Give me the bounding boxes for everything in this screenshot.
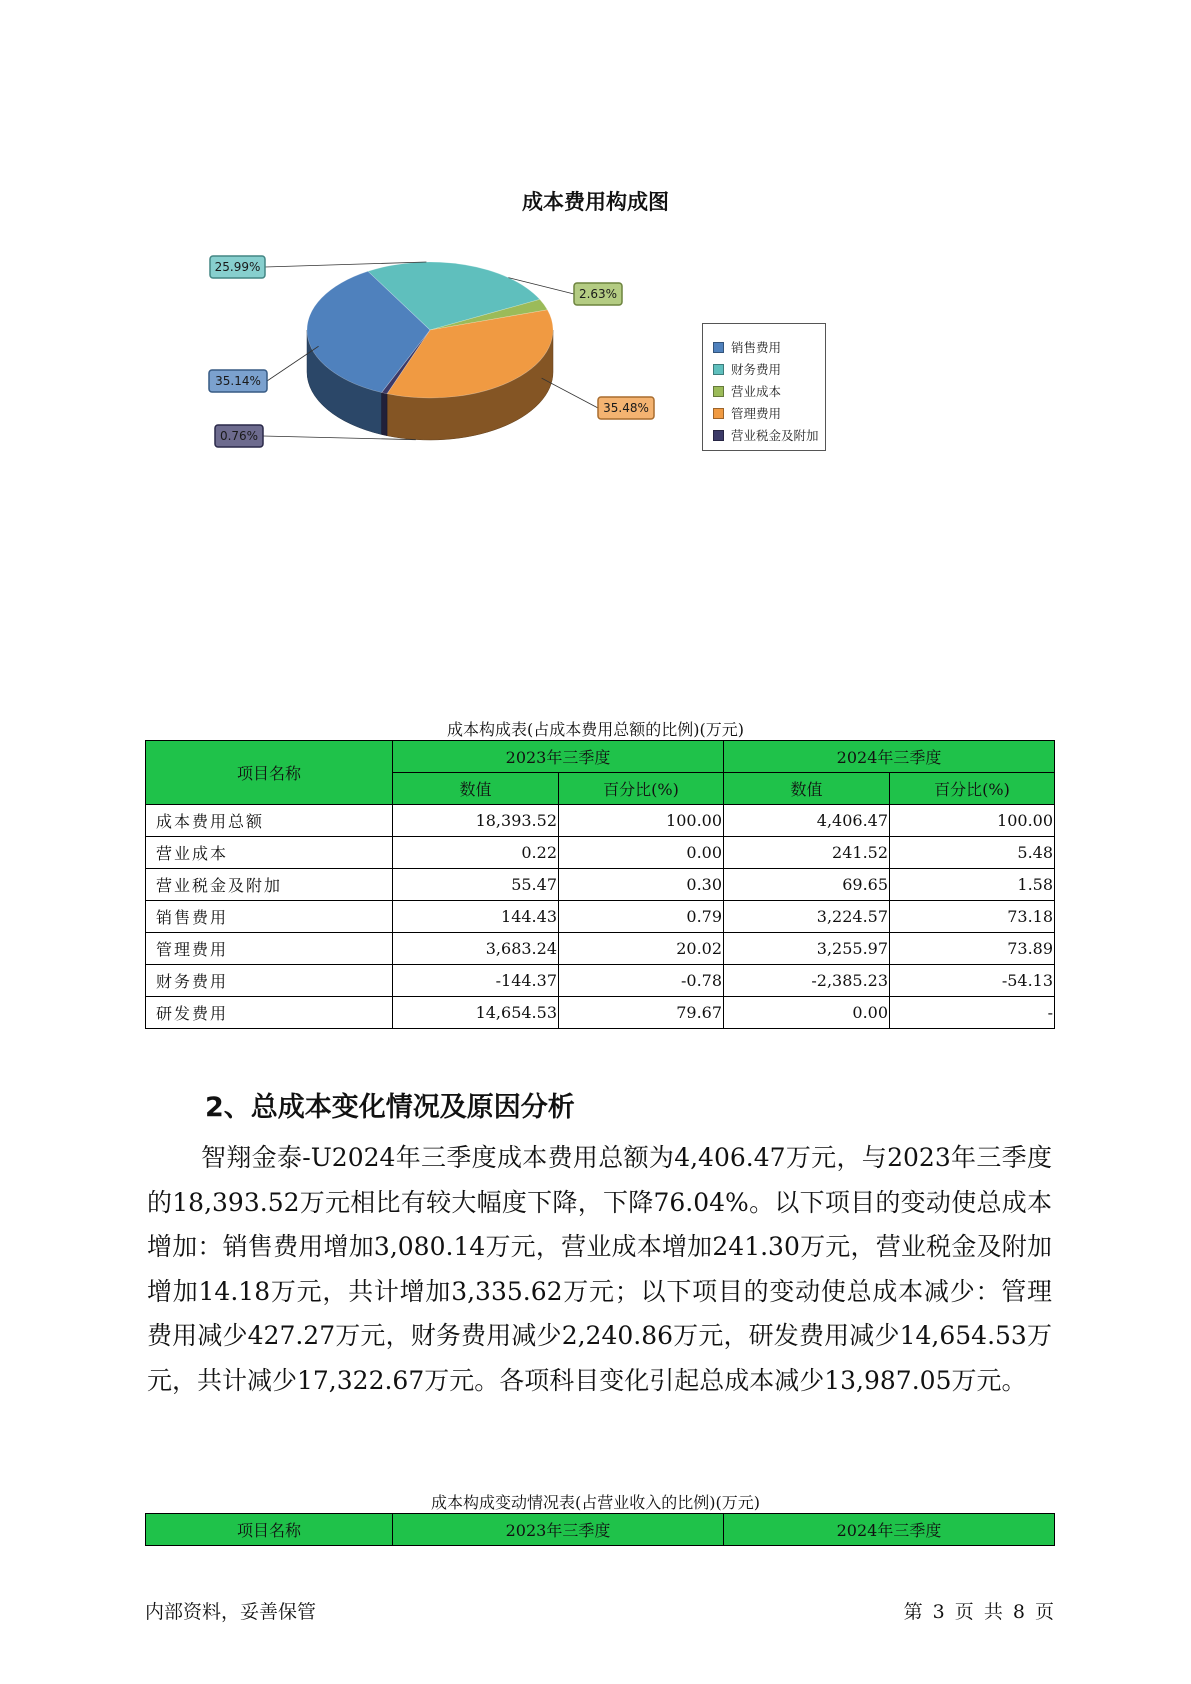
table-row bbox=[146, 869, 1055, 901]
subheader-value-2023: 数值 bbox=[393, 773, 559, 805]
cell-value: 100.00 bbox=[890, 805, 1055, 837]
table1-caption: 成本构成表(占成本费用总额的比例)(万元) bbox=[447, 720, 744, 739]
section-heading: 2、总成本变化情况及原因分析 bbox=[205, 1092, 575, 1123]
legend-item bbox=[713, 358, 825, 380]
cell-value: 100.00 bbox=[559, 805, 724, 837]
row-label: 财务费用 bbox=[146, 965, 393, 997]
cell-value: 4,406.47 bbox=[724, 805, 890, 837]
data-label: 25.99% bbox=[214, 260, 261, 274]
legend-swatch bbox=[713, 430, 724, 441]
cell-value: 18,393.52 bbox=[393, 805, 559, 837]
table-row bbox=[146, 901, 1055, 933]
analysis-paragraph: 智翔金泰-U2024年三季度成本费用总额为4,406.47万元，与2023年三季度的18,393.52万元相比有较大幅度下降，下降76.04%。以下项目的变动使总成本增加：销售费用增加3,080.14万元，营业成本增加241.30万元，营业税金及附加增加14.18万元，共计增加3,335.62万元；以下项目的变动使总成本减少：管理费用减少427.27万元，财务费用减少2,240.86万元，研发费用减少14,654.53万元，共计减少17,322.67万元。各项科目变化引起总成本减少13,987.05万元。 bbox=[147, 1143, 1052, 1395]
cell-value: 69.65 bbox=[724, 869, 890, 901]
footer-page-number: 第 3 页 共 8 页 bbox=[903, 1601, 1054, 1623]
cell-value: -0.78 bbox=[559, 965, 724, 997]
cell-value: 3,224.57 bbox=[724, 901, 890, 933]
table1-body bbox=[146, 805, 1055, 1029]
table-row bbox=[146, 997, 1055, 1029]
subheader-value-2024: 数值 bbox=[724, 773, 890, 805]
cell-value: 14,654.53 bbox=[393, 997, 559, 1029]
legend-swatch bbox=[713, 386, 724, 397]
header-period-2024: 2024年三季度 bbox=[724, 1514, 1055, 1546]
legend-label: 营业成本 bbox=[731, 384, 782, 399]
cell-value: 241.52 bbox=[724, 837, 890, 869]
legend-swatch bbox=[713, 408, 724, 419]
header-period-2023: 2023年三季度 bbox=[393, 1514, 724, 1546]
legend-label: 营业税金及附加 bbox=[731, 428, 819, 443]
footer-confidential: 内部资料，妥善保管 bbox=[145, 1601, 317, 1623]
header-period-2024: 2024年三季度 bbox=[724, 741, 1055, 773]
cell-value: 0.79 bbox=[559, 901, 724, 933]
pie-chart bbox=[190, 240, 660, 500]
table2-caption: 成本构成变动情况表(占营业收入的比例)(万元) bbox=[431, 1493, 760, 1512]
header-item-name: 项目名称 bbox=[146, 741, 393, 805]
cost-structure-table bbox=[145, 740, 1055, 1029]
legend-swatch bbox=[713, 342, 724, 353]
cell-value: 0.22 bbox=[393, 837, 559, 869]
cell-value: -2,385.23 bbox=[724, 965, 890, 997]
row-label: 营业成本 bbox=[146, 837, 393, 869]
table-row bbox=[146, 837, 1055, 869]
row-label: 销售费用 bbox=[146, 901, 393, 933]
legend-item bbox=[713, 380, 825, 402]
legend-swatch bbox=[713, 364, 724, 375]
cell-value: -54.13 bbox=[890, 965, 1055, 997]
cell-value: 0.00 bbox=[559, 837, 724, 869]
table-row bbox=[146, 933, 1055, 965]
cell-value: 73.89 bbox=[890, 933, 1055, 965]
data-label: 35.48% bbox=[603, 401, 649, 415]
data-label: 2.63% bbox=[578, 287, 618, 301]
table-row bbox=[146, 965, 1055, 997]
cell-value: -144.37 bbox=[393, 965, 559, 997]
legend-item bbox=[713, 424, 825, 446]
cell-value: 3,255.97 bbox=[724, 933, 890, 965]
row-label: 管理费用 bbox=[146, 933, 393, 965]
cell-value: 55.47 bbox=[393, 869, 559, 901]
table-row bbox=[146, 805, 1055, 837]
cell-value: 73.18 bbox=[890, 901, 1055, 933]
leader-line bbox=[542, 378, 598, 408]
cell-value: 0.00 bbox=[724, 997, 890, 1029]
row-label: 营业税金及附加 bbox=[146, 869, 393, 901]
data-label: 35.14% bbox=[215, 374, 261, 388]
legend-label: 销售费用 bbox=[731, 340, 782, 355]
legend-item bbox=[713, 402, 825, 424]
cost-change-table bbox=[145, 1513, 1055, 1546]
row-label: 研发费用 bbox=[146, 997, 393, 1029]
data-label: 0.76% bbox=[219, 429, 259, 443]
chart-title: 成本费用构成图 bbox=[522, 190, 669, 214]
row-label: 成本费用总额 bbox=[146, 805, 393, 837]
header-period-2023: 2023年三季度 bbox=[393, 741, 724, 773]
cell-value: 20.02 bbox=[559, 933, 724, 965]
subheader-pct-2024: 百分比(%) bbox=[890, 773, 1055, 805]
cell-value: - bbox=[890, 997, 1055, 1029]
cell-value: 1.58 bbox=[890, 869, 1055, 901]
header-item-name: 项目名称 bbox=[146, 1514, 393, 1546]
chart-legend bbox=[702, 323, 826, 451]
cell-value: 144.43 bbox=[393, 901, 559, 933]
pie-slice-side bbox=[382, 393, 387, 436]
cell-value: 79.67 bbox=[559, 997, 724, 1029]
cell-value: 3,683.24 bbox=[393, 933, 559, 965]
subheader-pct-2023: 百分比(%) bbox=[559, 773, 724, 805]
legend-label: 财务费用 bbox=[731, 362, 782, 377]
legend-label: 管理费用 bbox=[731, 406, 782, 421]
cell-value: 0.30 bbox=[559, 869, 724, 901]
legend-item bbox=[713, 336, 825, 358]
cell-value: 5.48 bbox=[890, 837, 1055, 869]
